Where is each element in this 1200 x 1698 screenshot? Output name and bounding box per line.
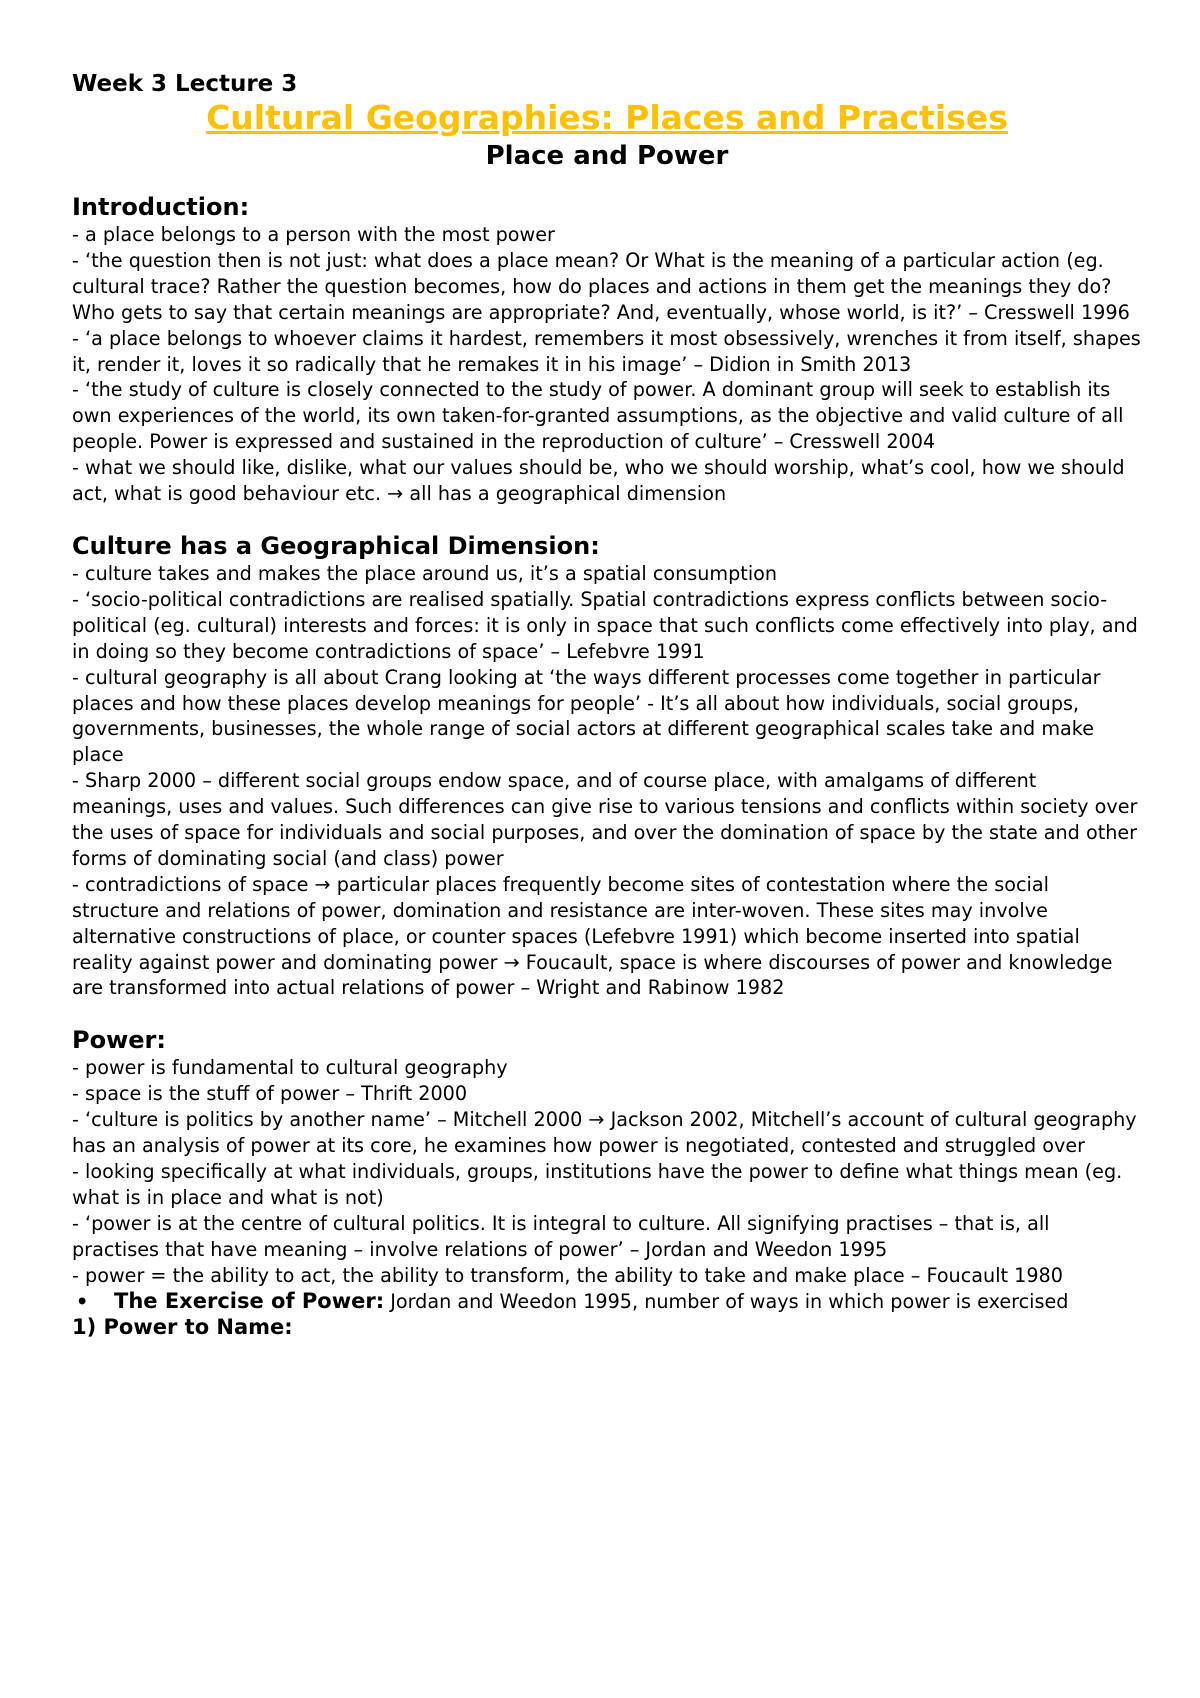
paragraph: - ‘the study of culture is closely connected to the study of power. A dominant group will seek to establish its own experiences of the world, its own taken-for-granted assumptions, as the objective and valid culture of all people. Power is expressed and sustained in the reproduction of culture’ – Cresswell 2004 [72, 378, 1124, 454]
section-heading: Introduction: [72, 193, 250, 221]
paragraph: - space is the stuff of power – Thrift 2000 [72, 1082, 468, 1106]
lecture-label: Week 3 Lecture 3 [72, 71, 298, 97]
document-subtitle: Place and Power [485, 141, 729, 171]
document-page [72, 70, 1142, 1365]
bullet-item [72, 1289, 1142, 1315]
numbered-heading: 1) Power to Name: [72, 1315, 293, 1340]
paragraph: - culture takes and makes the place around us, it’s a spatial consumption [72, 561, 778, 585]
bullet-rest: Jordan and Weedon 1995, number of ways in which power is exercised [384, 1289, 1069, 1313]
paragraph: - ‘a place belongs to whoever claims it hardest, remembers it most obsessively, wrenches it from itself, shapes it, render it, loves it so radically that he remakes it in his image’ – Didion in Smith 2013 [72, 326, 1141, 376]
section-introduction [72, 192, 1142, 507]
bullet-text [114, 1289, 1142, 1315]
paragraph: - cultural geography is all about Crang looking at ‘the ways different processes come together in particular places and how these places develop meanings for people’ - It’s all about how individuals, social groups, governments, businesses, the whole range of social actors at different geographical scales take and make place [72, 665, 1101, 767]
paragraph: - ‘socio-political contradictions are realised spatially. Spatial contradictions express conflicts between socio-political (eg. cultural) interests and forces: it is only in space that such conflicts come effectively into play, and in doing so they become contradictions of space’ – Lefebvre 1991 [72, 587, 1138, 663]
paragraph: - power = the ability to act, the ability to transform, the ability to take and make place – Foucault 1980 [72, 1263, 1063, 1287]
paragraph: - ‘power is at the centre of cultural politics. It is integral to culture. All signifying practises – that is, all practises that have meaning – involve relations of power’ – Jordan and Weedon 1995 [72, 1211, 1050, 1261]
paragraph: - ‘culture is politics by another name’ – Mitchell 2000 → Jackson 2002, Mitchell’s account of cultural geography has an analysis of power at its core, he examines how power is negotiated, contested and struggled over [72, 1108, 1137, 1158]
bullet-bold-lead: The Exercise of Power: [114, 1288, 385, 1313]
section-power [72, 1025, 1142, 1341]
section-heading: Power: [72, 1026, 166, 1055]
paragraph: - ‘the question then is not just: what does a place mean? Or What is the meaning of a particular action (eg. cultural trace? Rather the question becomes, how do places and actions in them get the meanings they do? Who gets to say that certain meanings are appropriate? And, eventually, whose world, is it?’ – Cresswell 1996 [72, 248, 1130, 324]
section-culture-geographical-dimension [72, 531, 1142, 1001]
paragraph: - looking specifically at what individuals, groups, institutions have the power to define what things mean (eg. what is in place and what is not) [72, 1160, 1123, 1209]
paragraph: - a place belongs to a person with the most power [72, 223, 555, 246]
document-title: Cultural Geographies: Places and Practises [206, 98, 1008, 137]
paragraph: - power is fundamental to cultural geography [72, 1056, 508, 1080]
paragraph: - contradictions of space → particular places frequently become sites of contestation where the social structure and relations of power, domination and resistance are inter-woven. These sites may involve alternative constructions of place, or counter spaces (Lefebvre 1991) which become inserted into spatial reality against power and dominating power → Foucault, space is where discourses of power and knowledge are transformed into actual relations of power – Wright and Rabinow 1982 [72, 872, 1113, 1000]
section-heading: Culture has a Geographical Dimension: [72, 531, 600, 560]
paragraph: - what we should like, dislike, what our values should be, who we should worship, what’s cool, how we should act, what is good behaviour etc. → all has a geographical dimension [72, 456, 1125, 506]
bullet-icon: • [76, 1289, 89, 1313]
paragraph: - Sharp 2000 – different social groups endow space, and of course place, with amalgams of different meanings, uses and values. Such differences can give rise to various tensions and conflicts within society over the uses of space for individuals and social purposes, and over the domination of space by the state and other forms of dominating social (and class) power [72, 769, 1138, 870]
